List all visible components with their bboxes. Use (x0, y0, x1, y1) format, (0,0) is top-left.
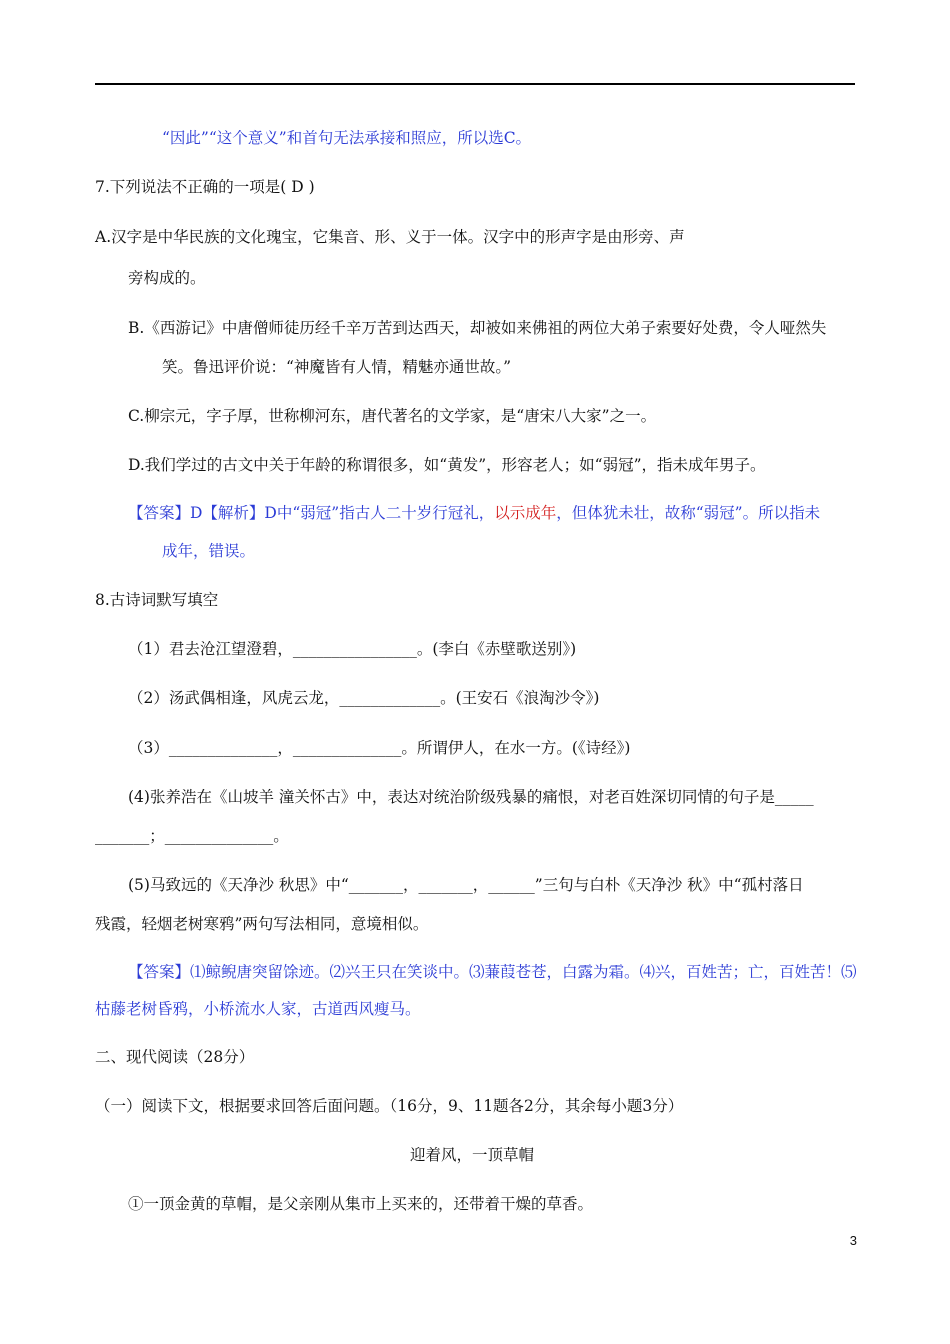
section-2-heading: 二、现代阅读（28分） (95, 1048, 255, 1066)
question-8-item-4-cont: _______；______________。 (95, 827, 289, 845)
article-title: 迎着风，一顶草帽 (410, 1146, 535, 1164)
question-7-option-c: C.柳宗元，字子厚，世称柳河东，唐代著名的文学家，是“唐宋八大家”之一。 (128, 407, 657, 425)
question-8-item-1: （1）君去沧江望澄碧，________________。(李白《赤壁歌送别》) (128, 640, 577, 658)
question-8-item-2: （2）汤武偶相逢，风虎云龙，_____________。(王安石《浪淘沙令》) (128, 689, 600, 707)
question-8-item-4: (4)张养浩在《山坡羊 潼关怀古》中，表达对统治阶级残暴的痛恨，对老百姓深切同情的句子是_____ (128, 788, 814, 806)
question-7-stem: 7.下列说法不正确的一项是( D ) (95, 178, 315, 196)
header-rule (95, 83, 855, 85)
answer-text-part1: 【答案】D【解析】D中“弱冠”指古人二十岁行冠礼， (128, 504, 495, 522)
answer-red-emphasis: 以示成年 (494, 504, 557, 522)
question-7-answer (128, 503, 820, 523)
article-paragraph-1: ①一顶金黄的草帽，是父亲刚从集市上买来的，还带着干燥的草香。 (128, 1195, 594, 1213)
question-7-option-a-cont: 旁构成的。 (128, 269, 206, 287)
question-7-option-d: D.我们学过的古文中关于年龄的称谓很多，如“黄发”，形容老人；如“弱冠”，指未成年男子。 (128, 456, 766, 474)
question-8-item-5: (5)马致远的《天净沙 秋思》中“_______，_______，______”三句与白朴《天净沙 秋》中“孤村落日 (128, 876, 804, 894)
question-7-option-b-cont: 笑。鲁迅评价说：“神魔皆有人情，精魅亦通世故。” (162, 358, 512, 376)
question-7-option-b: B.《西游记》中唐僧师徒历经千辛万苦到达西天，却被如来佛祖的两位大弟子索要好处费，令人哑然失 (128, 319, 827, 337)
answer-text-part2: ，但体犹未壮，故称“弱冠”。所以指未 (556, 504, 821, 522)
question-8-stem: 8.古诗词默写填空 (95, 591, 219, 609)
question-8-item-5-cont: 残霞，轻烟老树寒鸦”两句写法相同，意境相似。 (95, 915, 429, 933)
question-7-answer-cont: 成年，错误。 (162, 542, 256, 560)
question-8-answer: 【答案】⑴鲸鲵唐突留馀迹。⑵兴王只在笑谈中。⑶蒹葭苍苍，白露为霜。⑷兴，百姓苦；亡，百姓苦！⑸ (128, 963, 857, 981)
section-2-subheading: （一）阅读下文，根据要求回答后面问题。（16分，9、11题各2分，其余每小题3分） (95, 1097, 684, 1115)
question-8-answer-cont: 枯藤老树昏鸦，小桥流水人家，古道西风瘦马。 (95, 1000, 421, 1018)
page-number: 3 (849, 1233, 857, 1248)
question-7-option-a: A.汉字是中华民族的文化瑰宝，它集音、形、义于一体。汉字中的形声字是由形旁、声 (95, 228, 685, 246)
previous-answer-tail: “因此”“这个意义”和首句无法承接和照应，所以选C。 (162, 129, 532, 147)
question-8-item-3: （3）______________，______________。所谓伊人，在水一方。(《诗经》) (128, 739, 631, 757)
